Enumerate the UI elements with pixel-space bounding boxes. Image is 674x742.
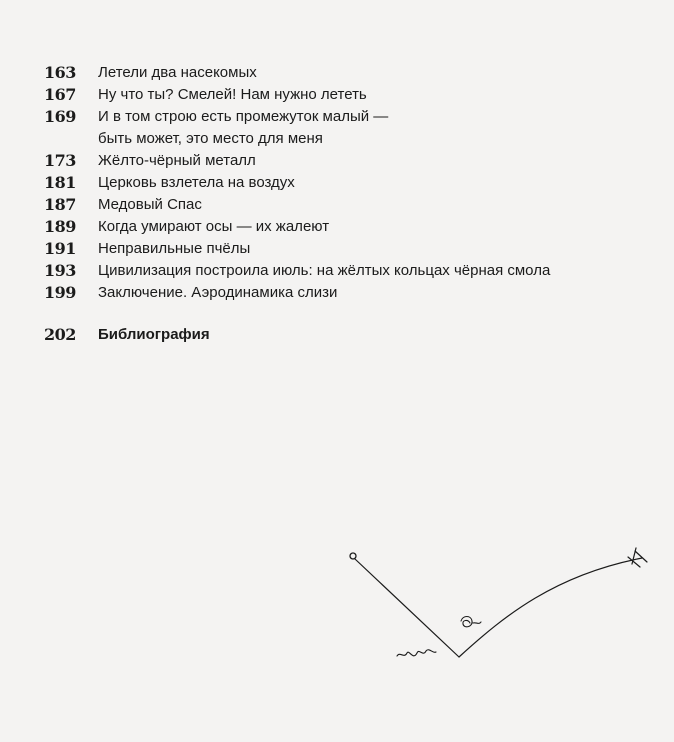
drawing-left-line [355,559,459,657]
drawing-squiggle-center [461,617,481,627]
toc-page-number: 169 [44,107,76,126]
toc-title-line: быть может, это место для меня [98,130,323,147]
toc-page-number: 167 [44,85,76,104]
toc-title-line: Летели два насекомых [98,64,257,81]
line-drawing-illustration [330,535,670,685]
toc-title-line: Жёлто-чёрный металл [98,152,256,169]
toc-entry [44,150,644,172]
toc-spacer [44,304,644,324]
toc-entry-title [98,260,644,282]
toc-page-number: 202 [44,325,76,344]
toc-title-line: Когда умирают осы — их жалеют [98,218,330,235]
toc-title-line: Неправильные пчёлы [98,240,251,257]
toc-page-number: 187 [44,195,76,214]
toc-entry-title [98,324,644,346]
drawing-tick-marks [628,548,647,567]
drawing-endpoint-circle [350,553,356,559]
toc-entry [44,62,644,84]
toc-entry-bibliography [44,324,644,346]
toc-entry [44,106,644,150]
toc-entry [44,260,644,282]
toc-page-number: 191 [44,239,76,258]
toc-entry [44,238,644,260]
toc-title-line: Цивилизация построила июль: на жёлтых кольцах чёрная смола [98,262,551,279]
drawing-squiggle-left [397,650,436,656]
toc-page-number: 163 [44,63,76,82]
toc-entry-title [98,172,644,194]
toc-title-line: И в том строю есть промежуток малый — [98,108,389,125]
toc-entry-title [98,84,644,106]
toc-entry [44,194,644,216]
drawing-right-curve [459,558,642,657]
toc-title-line: Ну что ты? Смелей! Нам нужно лететь [98,86,367,103]
toc-entry [44,84,644,106]
table-of-contents [44,62,644,346]
toc-page-number: 181 [44,173,76,192]
toc-page-number: 199 [44,283,76,302]
toc-entry-title [98,194,644,216]
toc-page-number: 173 [44,151,76,170]
toc-entry-title [98,150,644,172]
toc-entry-title [98,106,644,150]
toc-entry-title [98,62,644,84]
toc-page-number: 193 [44,261,76,280]
toc-entry-title [98,216,644,238]
toc-title-line: Медовый Спас [98,196,202,213]
toc-title-line: Церковь взлетела на воздух [98,174,295,191]
bibliography-title: Библиография [98,326,210,343]
toc-page-number: 189 [44,217,76,236]
toc-entry [44,282,644,304]
toc-entry-title [98,238,644,260]
toc-entry-title [98,282,644,304]
toc-title-line: Заключение. Аэродинамика слизи [98,284,338,301]
toc-entry [44,216,644,238]
toc-entry [44,172,644,194]
